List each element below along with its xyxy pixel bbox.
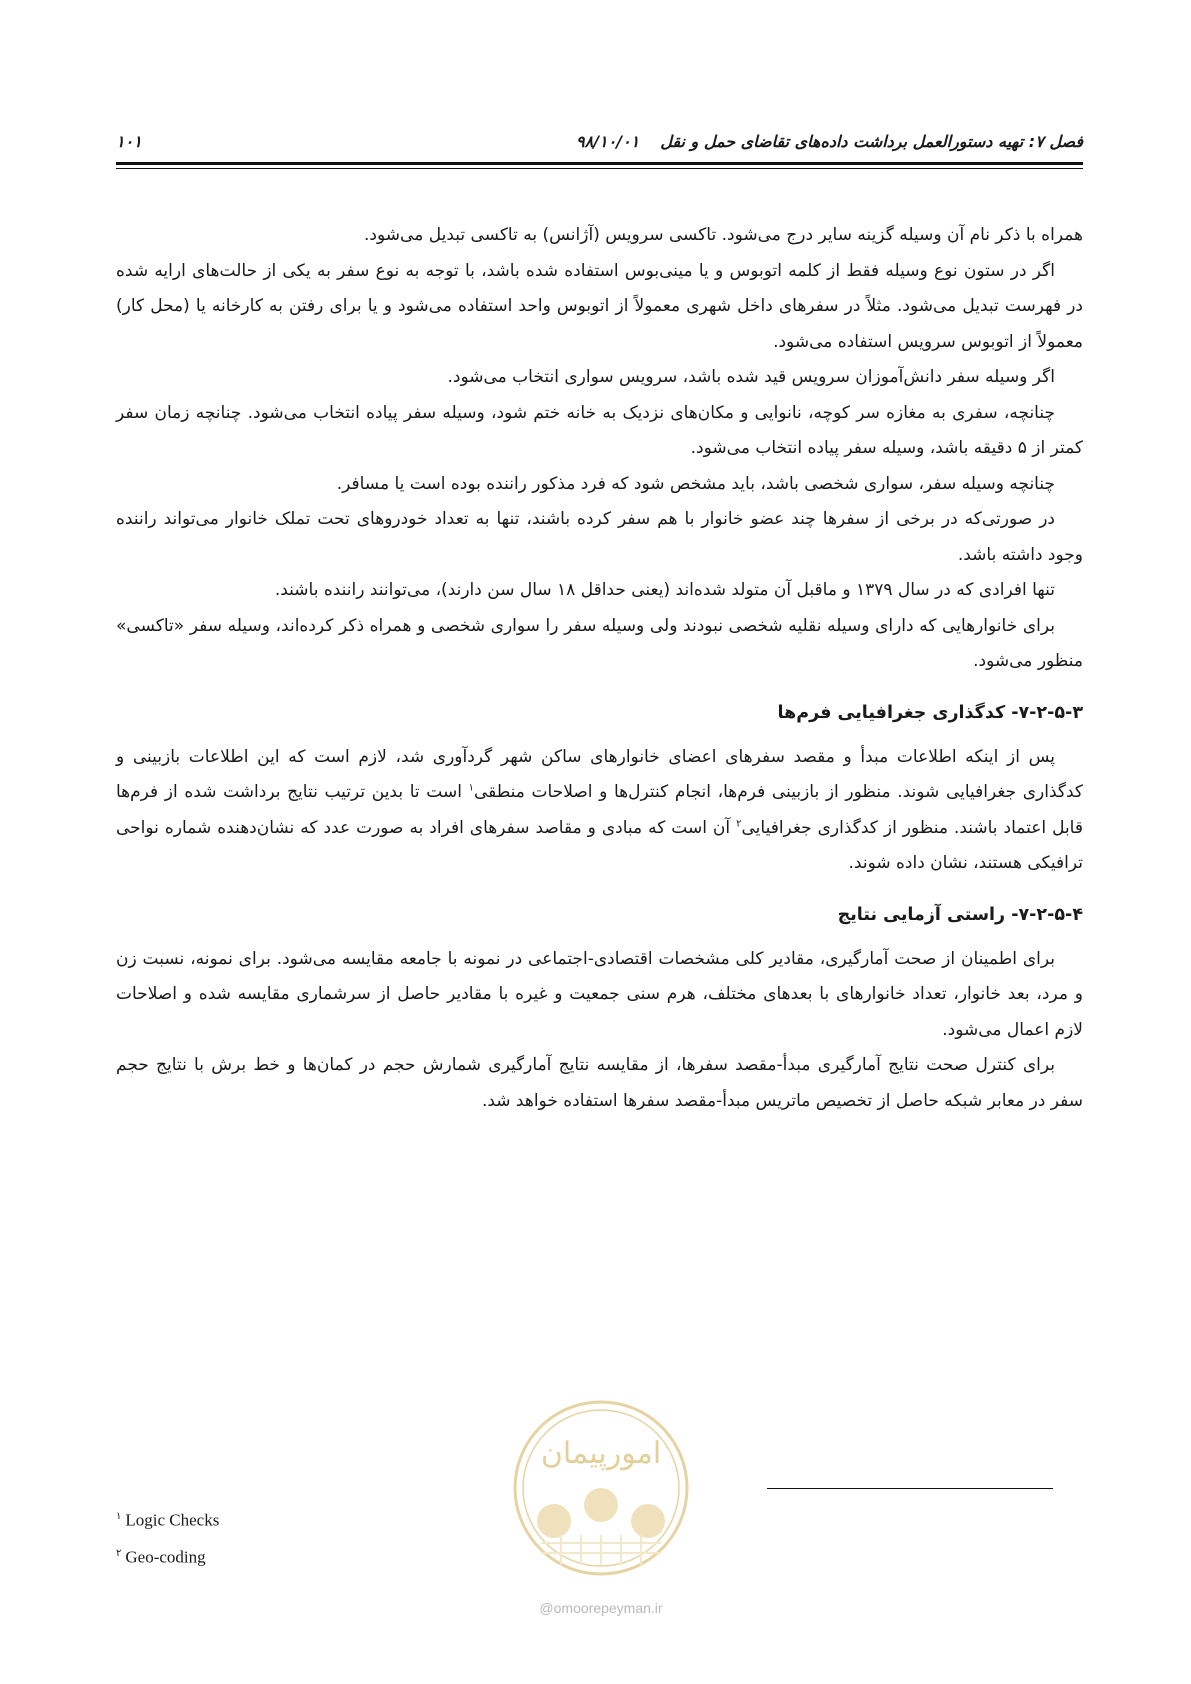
- footnotes: [116, 1500, 416, 1573]
- header-rule-thick: [116, 162, 1083, 165]
- paragraph-part: است تا بدین ترتیب نتایج برداشت شده از فرم‌ها قابل اعتماد باشند. منظور از کدگذاری جغرافیایی: [116, 782, 1083, 838]
- paragraph: در صورتی‌که در برخی از سفرها چند عضو خانوار با هم سفر کرده باشند، تنها به تعداد خودروهای تحت تملک خانوار می‌تواند راننده وجود داشته باشد.: [116, 509, 1083, 565]
- watermark-url: @omoorepeyman.ir: [539, 1600, 663, 1616]
- page-header: [116, 128, 1083, 156]
- paragraph: چنانچه، سفری به مغازه سر کوچه، نانوایی و مکان‌های نزدیک به خانه ختم شود، وسیله سفر پیاده انتخاب می‌شود. چنانچه زمان سفر کمتر از ۵ دقیقه باشد، وسیله سفر پیاده انتخاب می‌شود.: [116, 402, 1083, 458]
- paragraph: برای کنترل صحت نتایج آمارگیری مبدأ-مقصد سفرها، از مقایسه نتایج آمارگیری شمارش حجم در کمان‌ها و خط برش با نتایج حجم سفر در معابر شبکه حاصل از تخصیص ماتریس مبدأ-مقصد سفرها استفاده خواهد شد.: [116, 1055, 1083, 1111]
- paragraph: برای خانوارهایی که دارای وسیله نقلیه شخصی نبودند ولی وسیله سفر را سواری شخصی و همراه ذکر کرده‌اند، وسیله سفر «تاکسی» منظور می‌شود.: [116, 615, 1083, 671]
- section-heading: ۷-۲-۵-۴- راستی آزمایی نتایج: [837, 904, 1083, 925]
- header-date: ۹۸/۱۰/۰۱: [576, 132, 640, 151]
- section-heading: ۷-۲-۵-۳- کدگذاری جغرافیایی فرم‌ها: [777, 702, 1083, 723]
- paragraph: برای اطمینان از صحت آمارگیری، مقادیر کلی مشخصات اقتصادی-اجتماعی در نمونه با جامعه مقایسه می‌شود. برای نمونه، نسبت زن و مرد، بعد خانوار، تعداد خانوارهای با بعدهای مختلف، هرم سنی جمعیت و غیره با مقادیر حاصل از سرشماری مقایسه شده و اصلاحات لازم اعمال می‌شود.: [116, 948, 1083, 1040]
- footnote-separator: [767, 1488, 1053, 1489]
- paragraph: اگر در ستون نوع وسیله فقط از کلمه اتوبوس و یا مینی‌بوس استفاده شده باشد، با توجه به نوع سفر به یکی از حالت‌های ارایه شده در فهرست تبدیل می‌شود. مثلاً در سفرهای داخل شهری معمولاً از اتوبوس واحد استفاده می‌شود و یا برای رفتن به کارخانه یا (محل کار) معمولاً از اتوبوس سرویس استفاده می‌شود.: [116, 260, 1083, 352]
- page-number: ۱۰۱: [116, 132, 142, 151]
- footnote-ref[interactable]: ۲: [736, 817, 742, 829]
- header-rule-thin: [116, 168, 1083, 169]
- footnote-text: Geo-coding: [125, 1547, 206, 1567]
- body-text: [116, 218, 1083, 1119]
- footnote-text: Logic Checks: [125, 1510, 220, 1530]
- paragraph-part: آن است که مبادی و مقاصد سفرهای افراد به صورت عدد که نشان‌دهنده شماره نواحی ترافیکی هستند، نشان داده شوند.: [116, 817, 1083, 873]
- paragraph-part: پس از اینکه اطلاعات مبدأ و مقصد سفرهای اعضای خانوارهای ساکن شهر گردآوری شد، لازم است که این اطلاعات بازبینی و کدگذاری جغرافیایی شوند. منظور از بازبینی فرم‌ها، انجام کنترل‌ها و اصلاحات منطقی: [116, 746, 1083, 802]
- footnote: [116, 1537, 416, 1574]
- paragraph: چنانچه وسیله سفر، سواری شخصی باشد، باید مشخص شود که فرد مذکور راننده بوده است یا مسافر.: [336, 473, 1055, 494]
- watermark-logo-icon: [506, 1393, 696, 1583]
- chapter-title: فصل ۷: تهیه دستورالعمل برداشت داده‌های تقاضای حمل و نقل: [660, 132, 1083, 151]
- paragraph: اگر وسیله سفر دانش‌آموزان سرویس قید شده باشد، سرویس سواری انتخاب می‌شود.: [447, 367, 1055, 387]
- paragraph: [116, 740, 1083, 882]
- footnote-ref[interactable]: ۱: [468, 782, 474, 794]
- paragraph: همراه با ذکر نام آن وسیله گزینه سایر درج می‌شود. تاکسی سرویس (آژانس) به تاکسی تبدیل می‌شود.: [364, 225, 1083, 245]
- footnote-mark: ۱: [116, 1511, 122, 1522]
- footnote-mark: ۲: [116, 1547, 122, 1559]
- watermark-logo-text: امورپیمان: [540, 1436, 662, 1471]
- paragraph: تنها افرادی که در سال ۱۳۷۹ و ماقبل آن متولد شده‌اند (یعنی حداقل ۱۸ سال سن دارند)، می‌توانند راننده باشند.: [274, 580, 1055, 600]
- footnote: [116, 1500, 416, 1537]
